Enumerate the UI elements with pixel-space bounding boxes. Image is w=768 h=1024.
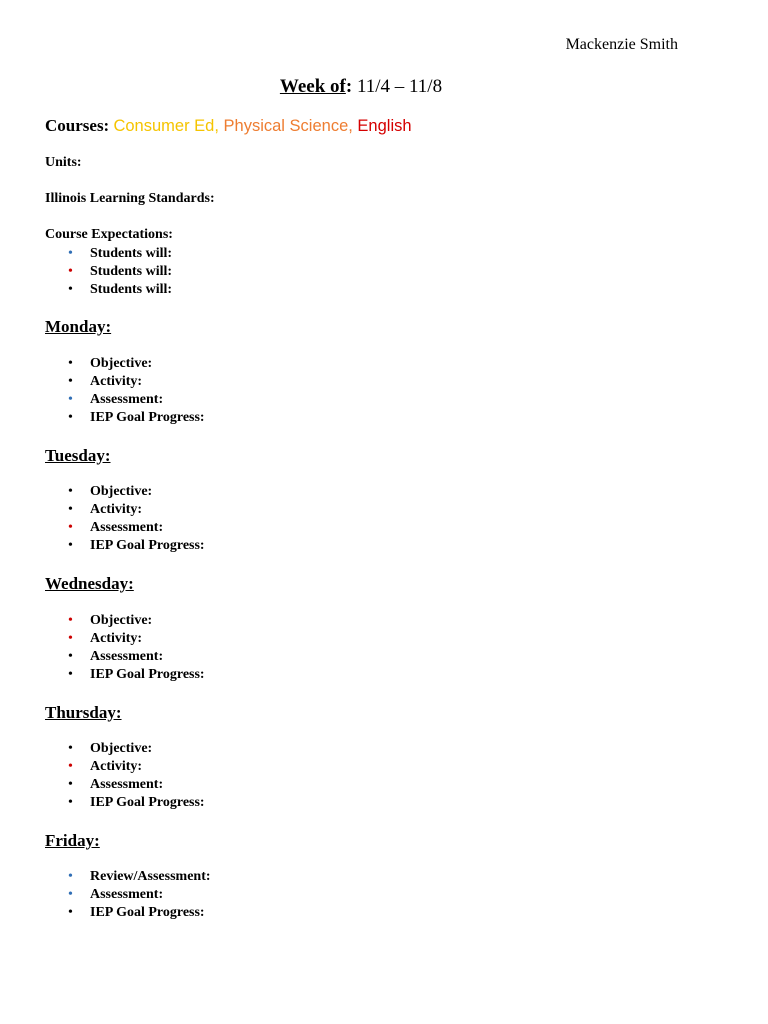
item-text: Students will: <box>90 246 173 261</box>
item-text: IEP Goal Progress: <box>90 795 205 810</box>
item-text: IEP Goal Progress: <box>90 905 205 920</box>
bullet-icon: • <box>68 374 73 389</box>
bullet-icon: • <box>68 905 73 920</box>
item-text: IEP Goal Progress: <box>90 410 205 425</box>
bullet-icon: • <box>68 649 73 664</box>
bullet-icon: • <box>68 538 73 553</box>
item-text: Assessment: <box>90 392 164 407</box>
list-item <box>45 886 211 904</box>
bullet-icon: • <box>68 759 73 774</box>
item-text: IEP Goal Progress: <box>90 538 205 553</box>
item-text: Assessment: <box>90 887 164 902</box>
bullet-icon: • <box>68 795 73 810</box>
item-text: Assessment: <box>90 520 164 535</box>
list-item <box>45 245 172 263</box>
list-item <box>45 391 205 409</box>
item-text: Review/Assessment: <box>90 869 211 884</box>
list-item <box>45 355 205 373</box>
item-text: Objective: <box>90 356 153 371</box>
list-item <box>45 904 211 922</box>
list-item <box>45 630 205 648</box>
bullet-icon: • <box>68 410 73 425</box>
course-english: English <box>357 117 412 135</box>
list-item <box>45 758 205 776</box>
list-item <box>45 648 205 666</box>
bullet-icon: • <box>68 264 73 279</box>
item-text: Objective: <box>90 613 153 628</box>
item-text: Activity: <box>90 502 143 517</box>
author-name: Mackenzie Smith <box>565 36 678 53</box>
courses-label: Courses: <box>45 116 110 135</box>
day-heading-wednesday: Wednesday: <box>45 574 134 593</box>
expectations-label: Course Expectations: <box>45 227 173 242</box>
bullet-icon: • <box>68 887 73 902</box>
week-dates: 11/4 – 11/8 <box>352 76 443 97</box>
list-item <box>45 281 172 299</box>
monday-list <box>45 355 205 427</box>
friday-list <box>45 868 211 922</box>
bullet-icon: • <box>68 667 73 682</box>
bullet-icon: • <box>68 484 73 499</box>
item-text: Objective: <box>90 741 153 756</box>
item-text: Activity: <box>90 631 143 646</box>
courses-line <box>45 116 412 136</box>
bullet-icon: • <box>68 777 73 792</box>
list-item <box>45 794 205 812</box>
item-text: Assessment: <box>90 649 164 664</box>
list-item <box>45 519 205 537</box>
list-item <box>45 263 172 281</box>
bullet-icon: • <box>68 392 73 407</box>
list-item <box>45 612 205 630</box>
week-colon: : <box>345 76 353 97</box>
list-item <box>45 483 205 501</box>
course-consumer-ed: Consumer Ed, <box>113 117 224 135</box>
week-label: Week of <box>279 76 346 97</box>
bullet-icon: • <box>68 869 73 884</box>
list-item <box>45 666 205 684</box>
item-text: Students will: <box>90 282 173 297</box>
bullet-icon: • <box>68 613 73 628</box>
day-heading-friday: Friday: <box>45 831 100 850</box>
item-text: IEP Goal Progress: <box>90 667 205 682</box>
list-item <box>45 409 205 427</box>
bullet-icon: • <box>68 502 73 517</box>
item-text: Activity: <box>90 759 143 774</box>
bullet-icon: • <box>68 520 73 535</box>
week-heading <box>0 76 722 98</box>
item-text: Activity: <box>90 374 143 389</box>
tuesday-list <box>45 483 205 555</box>
list-item <box>45 373 205 391</box>
units-label: Units: <box>45 155 82 170</box>
list-item <box>45 740 205 758</box>
expectations-list <box>45 245 172 299</box>
day-heading-monday: Monday: <box>45 317 112 336</box>
list-item <box>45 537 205 555</box>
bullet-icon: • <box>68 631 73 646</box>
item-text: Assessment: <box>90 777 164 792</box>
day-heading-tuesday: Tuesday: <box>45 446 111 465</box>
thursday-list <box>45 740 205 812</box>
item-text: Students will: <box>90 264 173 279</box>
bullet-icon: • <box>68 356 73 371</box>
bullet-icon: • <box>68 741 73 756</box>
list-item <box>45 868 211 886</box>
list-item <box>45 501 205 519</box>
day-heading-thursday: Thursday: <box>45 703 122 722</box>
standards-label: Illinois Learning Standards: <box>45 191 215 206</box>
bullet-icon: • <box>68 282 73 297</box>
item-text: Objective: <box>90 484 153 499</box>
course-physical-science: Physical Science, <box>223 117 358 135</box>
list-item <box>45 776 205 794</box>
wednesday-list <box>45 612 205 684</box>
bullet-icon: • <box>68 246 73 261</box>
